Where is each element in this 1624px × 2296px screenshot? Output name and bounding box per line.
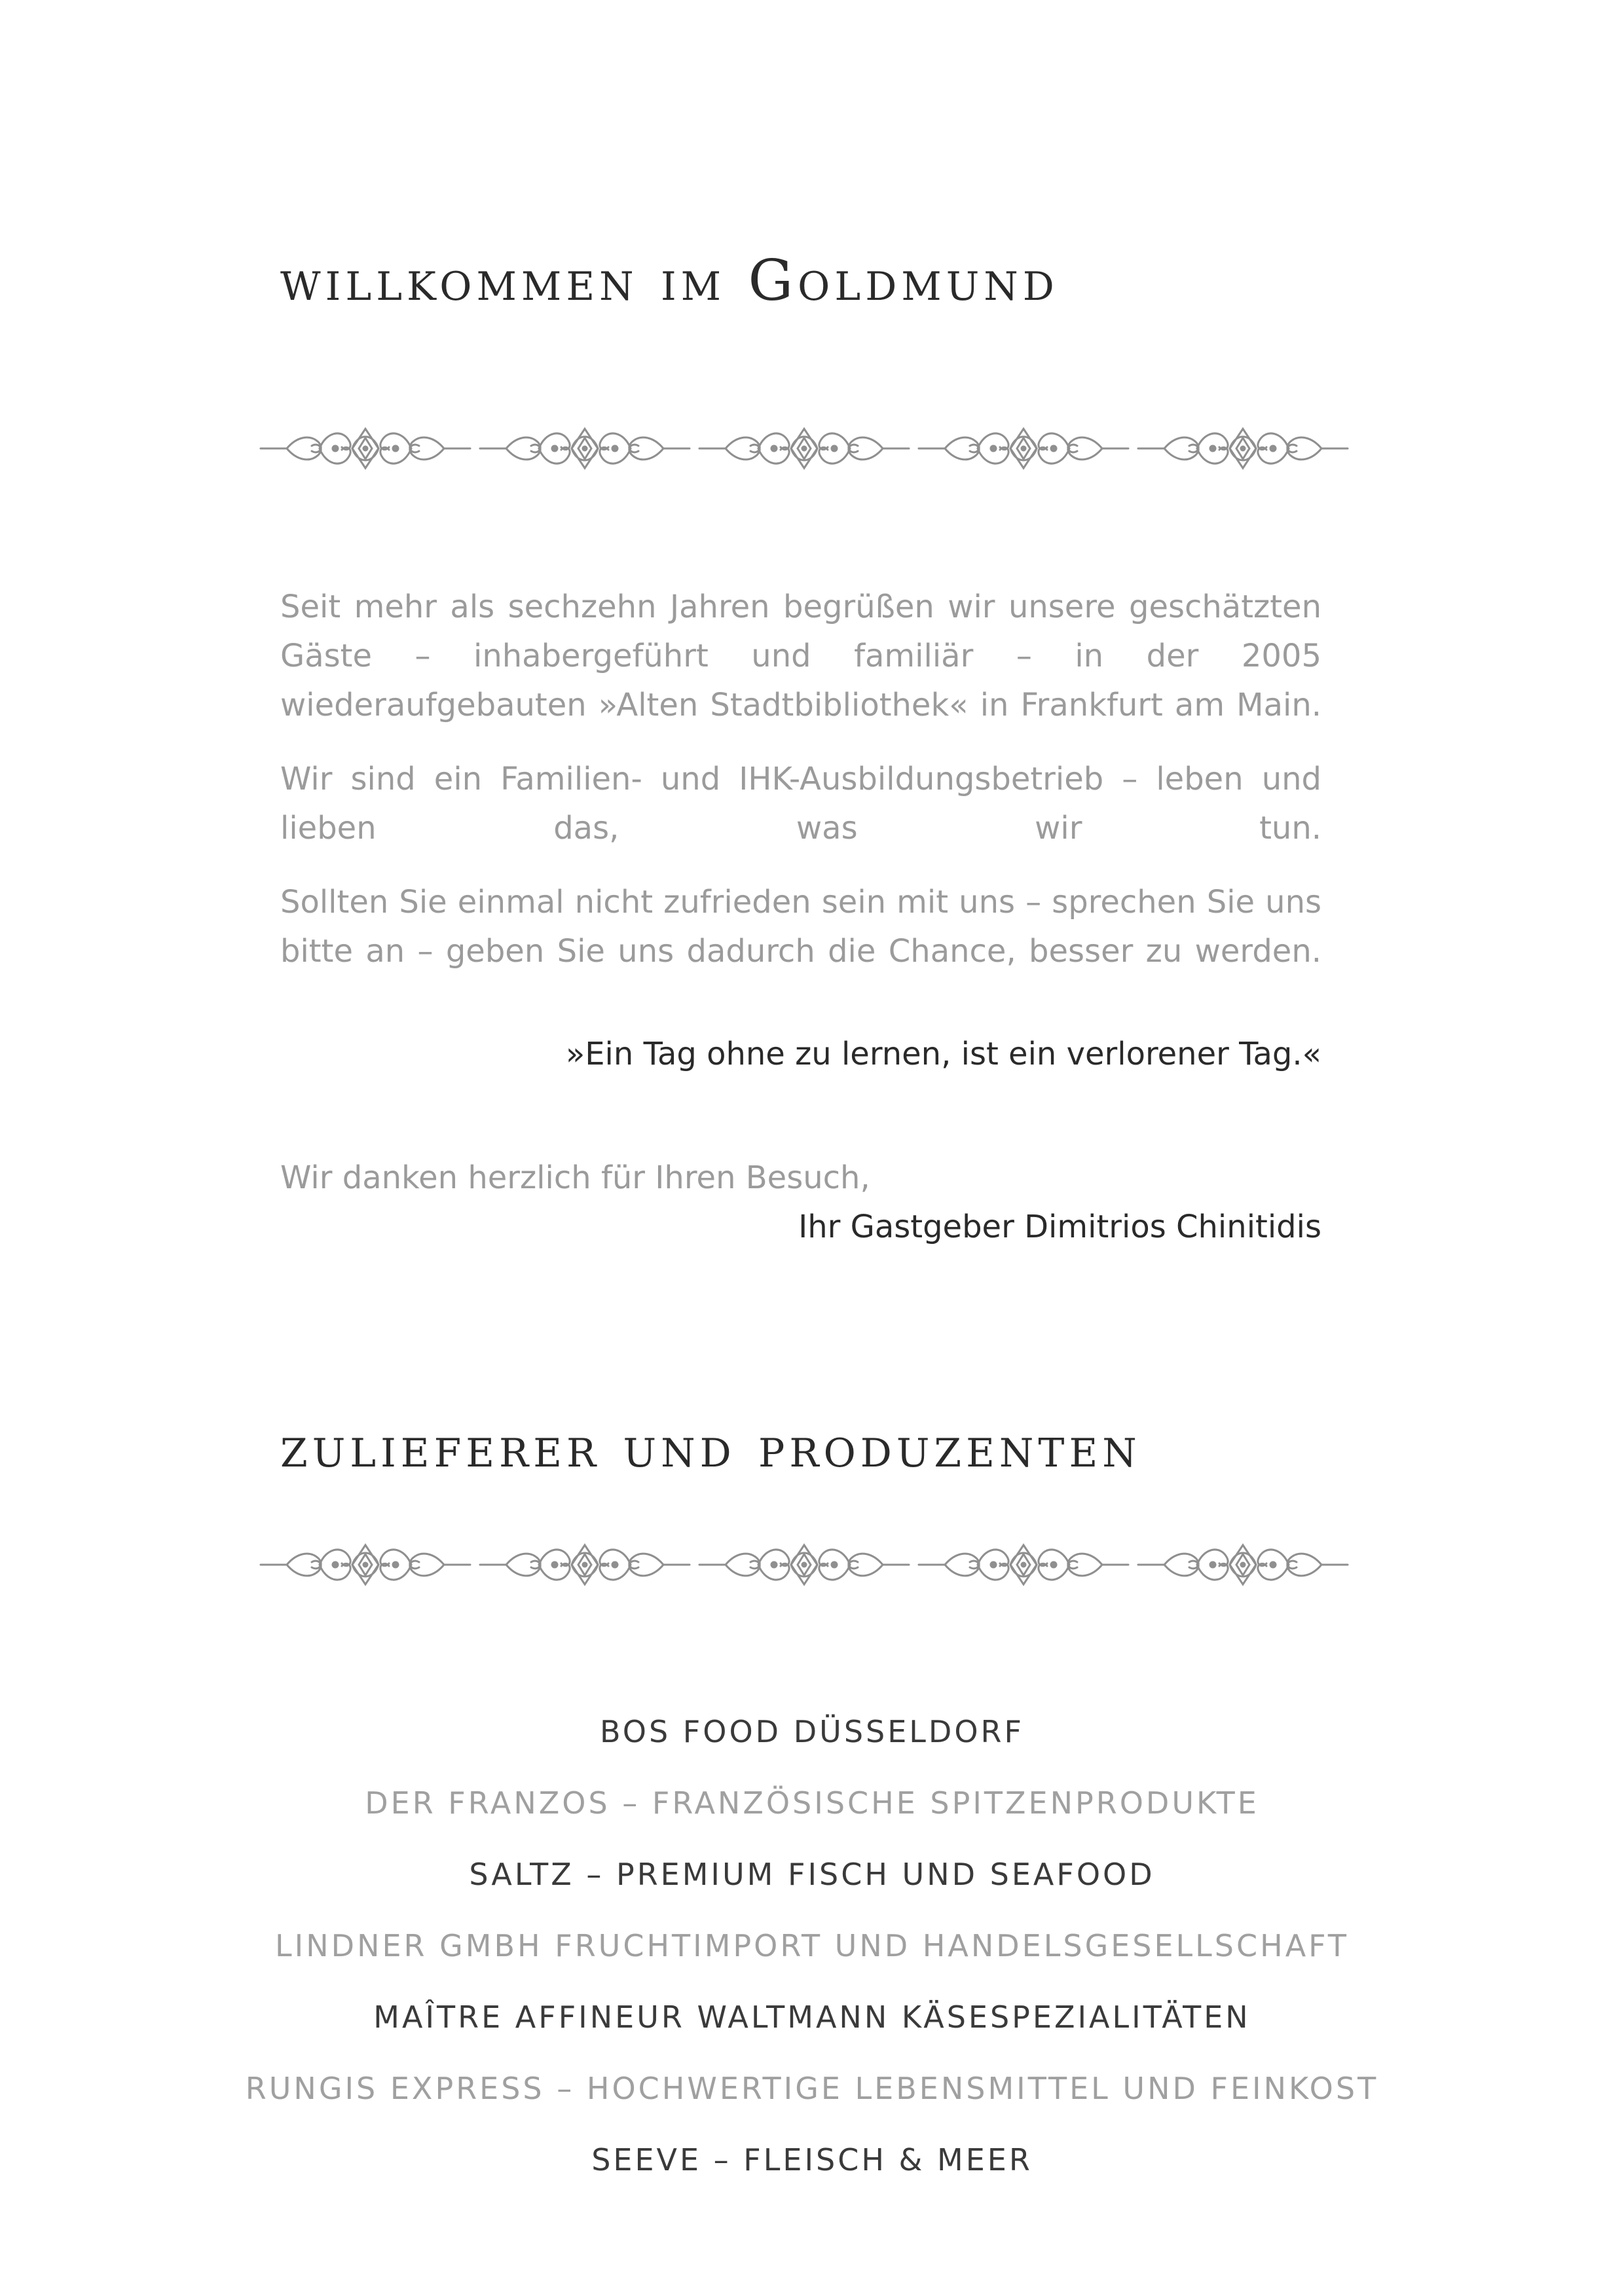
supplier-item: BOS FOOD DÜSSELDORF (600, 1714, 1024, 1749)
supplier-item: MAÎTRE AFFINEUR WALTMANN KÄSESPEZIALITÄTEN (373, 1999, 1251, 2035)
welcome-paragraph-1: Seit mehr als sechzehn Jahren begrüßen wir unsere geschätzten Gäste – inhabergeführt und familiär – in der 2005 wiederaufgebauten »Alten Stadtbibliothek« in Frankfurt am Main. (280, 589, 1321, 723)
ornament-divider-icon (254, 419, 1354, 478)
welcome-paragraph-3: Sollten Sie einmal nicht zufrieden sein mit uns – sprechen Sie uns bitte an – geben Sie uns dadurch die Chance, besser zu werden. (280, 884, 1321, 970)
suppliers-heading: zulieferer und produzenten (280, 1415, 1141, 1480)
welcome-paragraph-2: Wir sind ein Familien- und IHK-Ausbildungsbetrieb – leben und lieben das, was wir tun. (280, 761, 1321, 847)
welcome-heading-rest: oldmund (798, 248, 1059, 314)
welcome-heading-cap: G (748, 248, 798, 314)
welcome-heading (280, 248, 1059, 314)
supplier-list (0, 1704, 1624, 2203)
supplier-item: RUNGIS EXPRESS – HOCHWERTIGE LEBENSMITTEL UND FEINKOST (245, 2071, 1379, 2106)
supplier-item: DER FRANZOS – FRANZÖSISCHE SPITZENPRODUKTE (365, 1785, 1259, 1821)
host-signature: Ihr Gastgeber Dimitrios Chinitidis (798, 1209, 1321, 1245)
supplier-item: SEEVE – FLEISCH & MEER (591, 2142, 1033, 2178)
welcome-heading-prefix: willkommen im (280, 248, 748, 314)
supplier-item: SALTZ – PREMIUM FISCH UND SEAFOOD (469, 1857, 1155, 1892)
supplier-item: LINDNER GMBH FRUCHTIMPORT UND HANDELSGESELLSCHAFT (275, 1928, 1349, 1963)
thanks-line: Wir danken herzlich für Ihren Besuch, (280, 1159, 870, 1196)
ornament-divider-icon (254, 1535, 1354, 1594)
motto-quote: »Ein Tag ohne zu lernen, ist ein verlorener Tag.« (565, 1036, 1321, 1072)
